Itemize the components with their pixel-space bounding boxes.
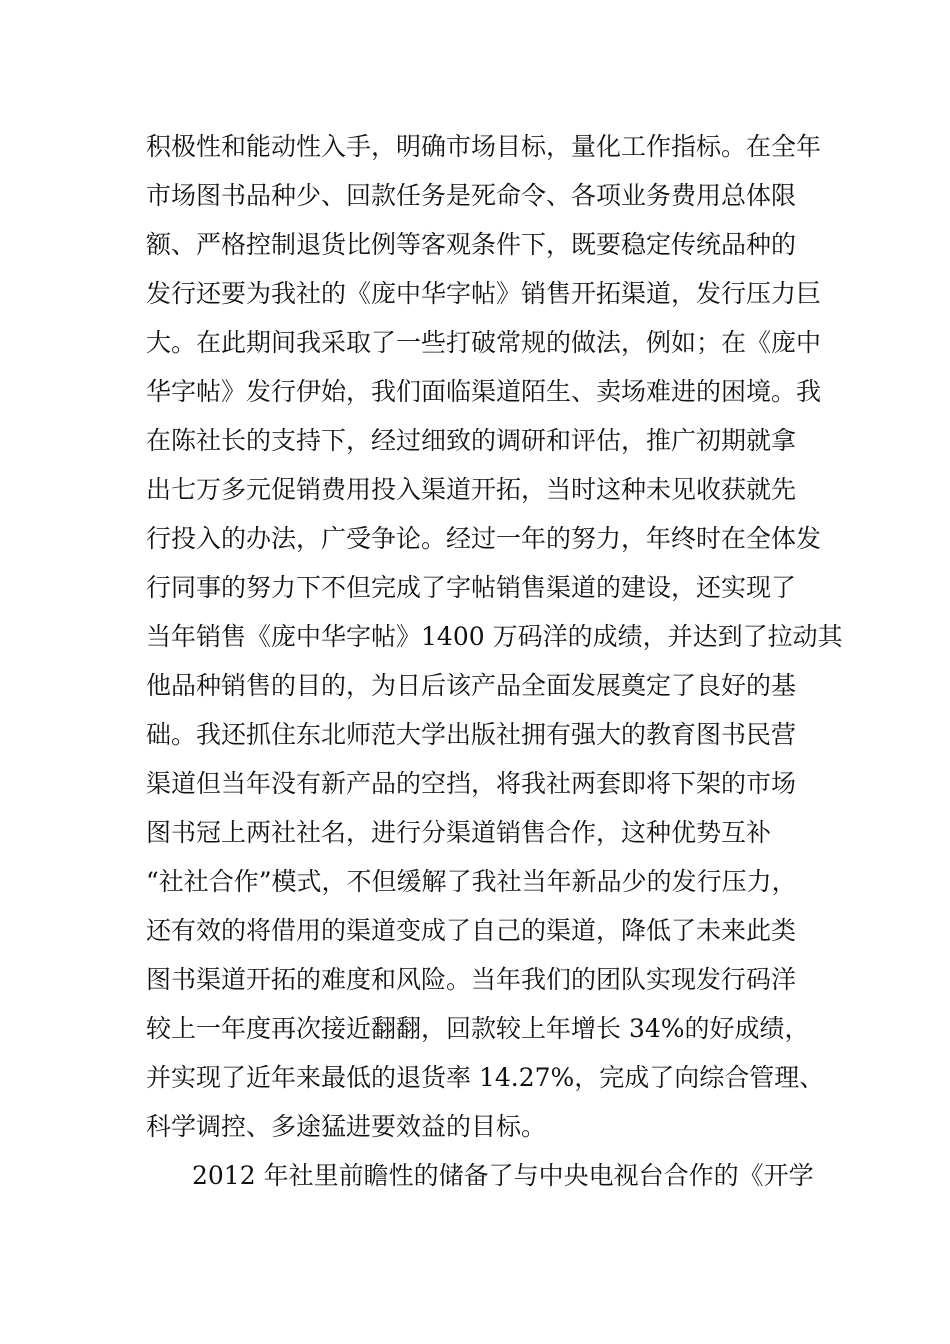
text-line: 础。我还抓住东北师范大学出版社拥有强大的教育图书民营 <box>146 720 797 749</box>
text-line: 额、严格控制退货比例等客观条件下，既要稳定传统品种的 <box>146 230 797 259</box>
text-line: 市场图书品种少、回款任务是死命令、各项业务费用总体限 <box>146 181 797 210</box>
text-line: 积极性和能动性入手，明确市场目标，量化工作指标。在全年 <box>146 132 822 161</box>
text-line: 行投入的办法，广受争论。经过一年的努力，年终时在全体发 <box>146 524 822 553</box>
text-line: 并实现了近年来最低的退货率 14.27%，完成了向综合管理、 <box>146 1063 825 1092</box>
paragraph-1 <box>146 122 846 1151</box>
text-line: 较上一年度再次接近翻翻，回款较上年增长 34%的好成绩， <box>146 1014 810 1043</box>
text-line: 大。在此期间我采取了一些打破常规的做法，例如；在《庞中 <box>146 328 822 357</box>
text-line: 图书冠上两社社名，进行分渠道销售合作，这种优势互补 <box>146 818 772 847</box>
text-line: 还有效的将借用的渠道变成了自己的渠道，降低了未来此类 <box>146 916 797 945</box>
text-line: 2012 年社里前瞻性的储备了与中央电视台合作的《开学 <box>192 1161 814 1190</box>
text-line: 图书渠道开拓的难度和风险。当年我们的团队实现发行码洋 <box>146 965 797 994</box>
text-line: 渠道但当年没有新产品的空挡，将我社两套即将下架的市场 <box>146 769 797 798</box>
text-line: 当年销售《庞中华字帖》1400 万码洋的成绩，并达到了拉动其 <box>146 622 843 651</box>
text-line: 发行还要为我社的《庞中华字帖》销售开拓渠道，发行压力巨 <box>146 279 822 308</box>
body-text <box>146 122 846 1200</box>
paragraph-2 <box>146 1151 846 1200</box>
text-line: 华字帖》发行伊始，我们面临渠道陌生、卖场难进的困境。我 <box>146 377 822 406</box>
text-line: 在陈社长的支持下，经过细致的调研和评估，推广初期就拿 <box>146 426 797 455</box>
text-line: 科学调控、多途猛进要效益的目标。 <box>146 1112 547 1141</box>
text-line: 行同事的努力下不但完成了字帖销售渠道的建设，还实现了 <box>146 573 797 602</box>
text-line: 他品种销售的目的，为日后该产品全面发展奠定了良好的基 <box>146 671 797 700</box>
text-line: 出七万多元促销费用投入渠道开拓，当时这种未见收获就先 <box>146 475 797 504</box>
text-line: “社社合作”模式，不但缓解了我社当年新品少的发行压力， <box>146 867 797 896</box>
